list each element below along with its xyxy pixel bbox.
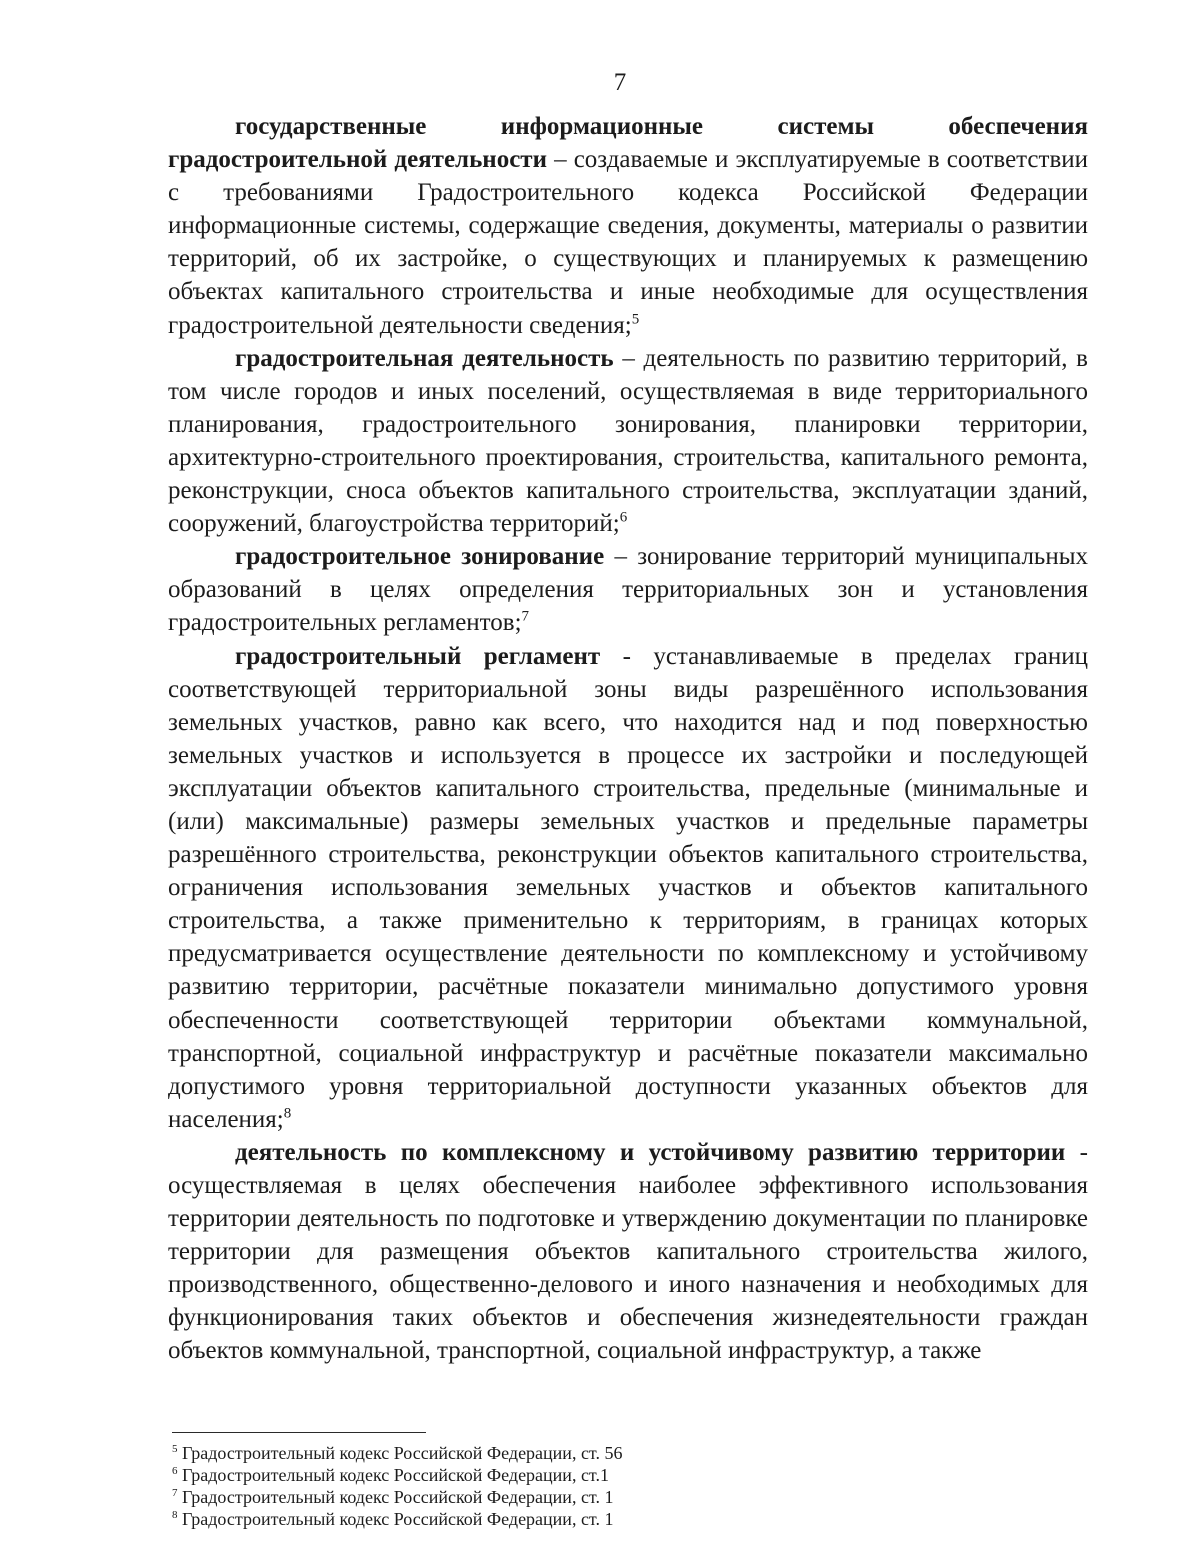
- footnote-number: 6: [172, 1465, 178, 1477]
- definition-text: - устанавливаемые в пределах границ соответствующей территориальной зоны виды разрешённого использования земельных участков, равно как всего, что находится над и под поверхностью земельных участков и используется в процессе их застройки и последующей эксплуатации объектов капитального строительства, предельные (минимальные и (или) максимальные) размеры земельных участков и предельные параметры разрешённого строительства, реконструкции объектов капитального строительства, ограничения использования земельных участков и объектов капитального строительства, а также применительно к территориям, в границах которых предусматривается осуществление деятельности по комплексному и устойчивому развитию территории, расчётные показатели минимально допустимого уровня обеспеченности соответствующей территории объектами коммунальной, транспортной, социальной инфраструктур и расчётные показатели максимально допустимого уровня территориальной доступности указанных объектов для населения;: [168, 642, 1089, 1133]
- footnote-ref: 7: [521, 609, 530, 626]
- footnote-number: 7: [172, 1487, 178, 1499]
- footnote-text: Градостроительный кодекс Российской Федерации, ст.1: [177, 1465, 609, 1485]
- footnote: [172, 1464, 872, 1486]
- footnote-number: 8: [172, 1509, 178, 1521]
- definition-paragraph: [168, 1136, 1088, 1368]
- definition-term: градостроительный регламент: [235, 642, 601, 670]
- definition-paragraph: [168, 640, 1088, 1136]
- definition-text: – деятельность по развитию территорий, в том числе городов и иных поселений, осуществляемая в виде территориального планирования, градостроительного зонирования, планировки территории, архитектурно-строительного проектирования, строительства, капитального ремонта, реконструкции, сноса объектов капитального строительства, эксплуатации зданий, сооружений, благоустройства территорий;: [168, 344, 1088, 538]
- footnote: [172, 1508, 872, 1530]
- footnote-text: Градостроительный кодекс Российской Федерации, ст. 1: [177, 1509, 614, 1529]
- definition-term: градостроительное зонирование: [235, 543, 605, 571]
- definition-term: государственные информационные системы обеспечения градостроительной деятельности: [168, 113, 1088, 174]
- footnotes: [172, 1442, 872, 1530]
- footnote: [172, 1486, 872, 1508]
- definition-term: деятельность по комплексному и устойчивому развитию территории: [235, 1138, 1066, 1166]
- footnote: [172, 1442, 872, 1464]
- page-number: 7: [613, 69, 627, 96]
- definition-text: – зонирование территорий муниципальных образований в целях определения территориальных зон и установления градостроительных регламентов;: [168, 543, 1088, 637]
- document-body: [168, 110, 1088, 1368]
- definition-text: – создаваемые и эксплуатируемые в соответствии с требованиями Градостроительного кодекса Российской Федерации информационные системы, содержащие сведения, документы, материалы о развитии территорий, об их застройке, о существующих и планируемых к размещению объектах капитального строительства и иные необходимые для осуществления градостроительной деятельности сведения;: [168, 146, 1088, 339]
- footnote-separator: [172, 1432, 426, 1433]
- definition-paragraph: [168, 110, 1088, 342]
- definition-text: - осуществляемая в целях обеспечения наиболее эффективного использования территории деятельность по подготовке и утверждению документации по планировке территории для размещения объектов капитального строительства жилого, производственного, общественно-делового и иного назначения и необходимых для функционирования таких объектов и обеспечения жизнедеятельности граждан объектов коммунальной, транспортной, социальной инфраструктур, а также: [168, 1138, 1088, 1365]
- footnote-text: Градостроительный кодекс Российской Федерации, ст. 56: [177, 1443, 623, 1463]
- definition-paragraph: [168, 540, 1088, 639]
- footnote-ref: 8: [283, 1105, 292, 1122]
- footnote-text: Градостроительный кодекс Российской Федерации, ст. 1: [177, 1487, 614, 1507]
- definition-paragraph: [168, 342, 1088, 541]
- footnote-ref: 6: [619, 509, 628, 526]
- footnote-ref: 5: [631, 311, 640, 328]
- footnote-number: 5: [172, 1443, 178, 1455]
- definition-term: градостроительная деятельность: [235, 344, 614, 372]
